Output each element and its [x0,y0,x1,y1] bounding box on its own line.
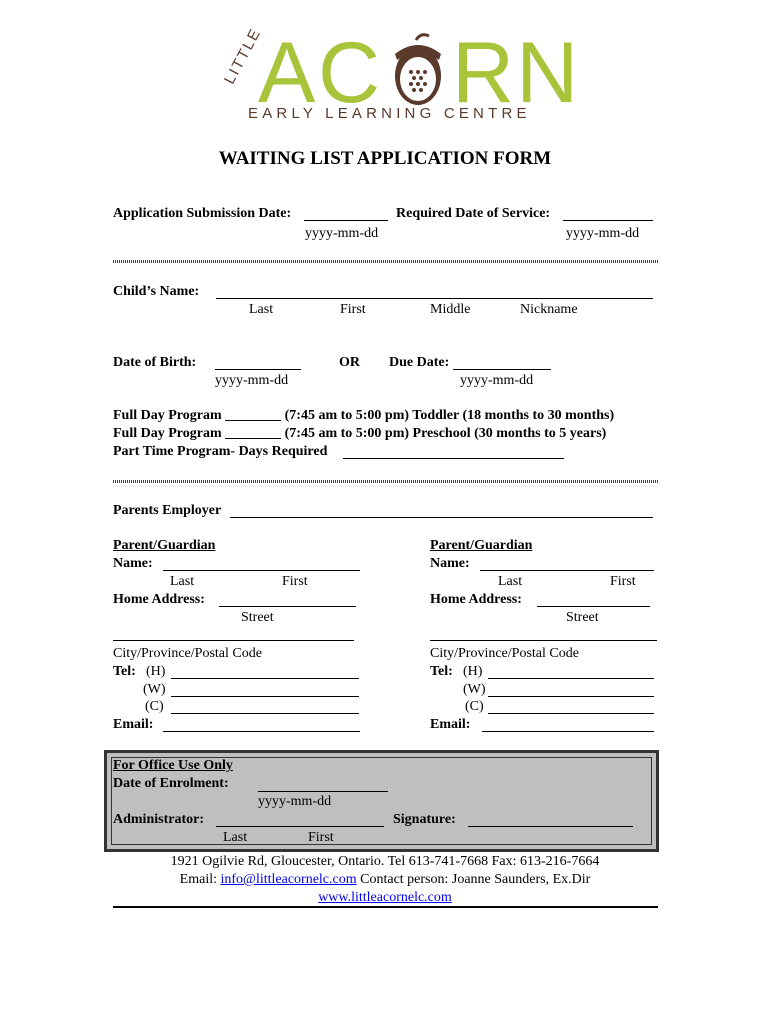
footer-rule [113,906,658,908]
child-name-field[interactable] [216,298,653,299]
section-divider-2 [113,480,658,483]
parent2-city-field[interactable] [430,640,657,641]
footer-contact-person: Contact person: Joanne Saunders, Ex.Dir [360,872,591,887]
employer-field[interactable] [230,517,653,518]
employer-label: Parents Employer [113,503,222,518]
parent1-tel-c-field[interactable] [171,713,359,714]
child-name-last: Last [249,302,274,317]
parent1-street: Street [241,610,274,625]
office-admin-label: Administrator: [113,812,204,827]
parent1-tel-w-field[interactable] [171,696,359,697]
parent1-heading: Parent/Guardian [113,538,216,553]
submission-date-label: Application Submission Date: [113,206,292,221]
submission-date-format: yyyy-mm-dd [305,226,379,241]
parent1-tel-h-label: (H) [146,664,166,679]
dob-label: Date of Birth: [113,355,197,370]
footer-website-link[interactable]: www.littleacornelc.com [318,890,452,905]
dob-format: yyyy-mm-dd [215,373,289,388]
child-name-first: First [340,302,366,317]
parent1-tel-w-label: (W) [143,682,166,697]
due-date-field[interactable] [453,369,551,370]
parent2-heading: Parent/Guardian [430,538,533,553]
logo-letter-c: C [318,25,383,121]
due-date-label: Due Date: [389,355,450,370]
office-signature-field[interactable] [468,826,633,827]
part-time-days-field[interactable] [343,458,564,459]
parent1-name-label: Name: [113,556,153,571]
parent1-address-label: Home Address: [113,592,205,607]
or-label: OR [339,355,360,370]
due-date-format: yyyy-mm-dd [460,373,534,388]
office-enrolment-format: yyyy-mm-dd [258,794,332,809]
required-date-field[interactable] [563,220,653,221]
parent1-last: Last [170,574,195,589]
submission-date-field[interactable] [304,220,388,221]
parent1-tel-h-field[interactable] [171,678,359,679]
footer-contact-line [0,872,770,888]
parent1-email-label: Email: [113,717,154,732]
child-name-label: Child’s Name: [113,284,200,299]
parent1-tel-c-label: (C) [145,699,164,714]
parent1-tel-label: Tel: [113,664,136,679]
office-admin-field[interactable] [216,826,384,827]
required-date-format: yyyy-mm-dd [566,226,640,241]
parent2-name-field[interactable] [480,570,654,571]
dob-field[interactable] [215,369,301,370]
parent2-tel-c-field[interactable] [488,713,654,714]
parent1-street-field[interactable] [219,606,356,607]
parent2-street-field[interactable] [537,606,650,607]
form-title: WAITING LIST APPLICATION FORM [218,148,552,169]
logo-tagline: EARLY LEARNING CENTRE [248,105,531,122]
program-part-time-label: Part Time Program- Days Required [113,444,328,459]
parent1-name-field[interactable] [163,570,360,571]
footer-email-link[interactable]: info@littleacornelc.com [220,872,357,887]
required-date-label: Required Date of Service: [396,206,551,221]
office-signature-label: Signature: [393,812,456,827]
office-admin-first: First [308,830,334,845]
logo-letters-rn: RN [452,25,581,121]
footer-email-label: Email: [179,872,217,887]
office-admin-last: Last [223,830,248,845]
office-heading: For Office Use Only [113,758,233,773]
program-toddler: Full Day Program ________ (7:45 am to 5:00 pm) Toddler (18 months to 30 months) [113,408,615,423]
office-enrolment-label: Date of Enrolment: [113,776,229,791]
parent2-first: First [610,574,636,589]
office-enrolment-field[interactable] [258,791,388,792]
parent2-city-label: City/Province/Postal Code [430,646,579,661]
parent2-tel-h-label: (H) [463,664,483,679]
parent1-first: First [282,574,308,589]
parent2-tel-h-field[interactable] [488,678,654,679]
program-preschool: Full Day Program ________ (7:45 am to 5:00 pm) Preschool (30 months to 5 years) [113,426,607,441]
parent2-email-label: Email: [430,717,471,732]
logo-letter-a: A [258,25,318,121]
parent2-tel-w-label: (W) [463,682,486,697]
parent2-tel-c-label: (C) [465,699,484,714]
parent1-city-field[interactable] [113,640,354,641]
parent2-last: Last [498,574,523,589]
parent2-email-field[interactable] [482,731,654,732]
acorn-icon [383,32,453,110]
parent2-address-label: Home Address: [430,592,522,607]
child-name-middle: Middle [430,302,471,317]
parent2-tel-label: Tel: [430,664,453,679]
section-divider [113,260,658,263]
parent1-email-field[interactable] [163,731,360,732]
parent2-street: Street [566,610,599,625]
logo-little-text: LITTLE [220,24,265,87]
child-name-nickname: Nickname [520,302,578,317]
footer-website-row [0,890,770,906]
parent1-city-label: City/Province/Postal Code [113,646,262,661]
parent2-tel-w-field[interactable] [488,696,654,697]
footer-address: 1921 Ogilvie Rd, Gloucester, Ontario. Tel 613-741-7668 Fax: 613-216-7664 [170,854,600,869]
parent2-name-label: Name: [430,556,470,571]
